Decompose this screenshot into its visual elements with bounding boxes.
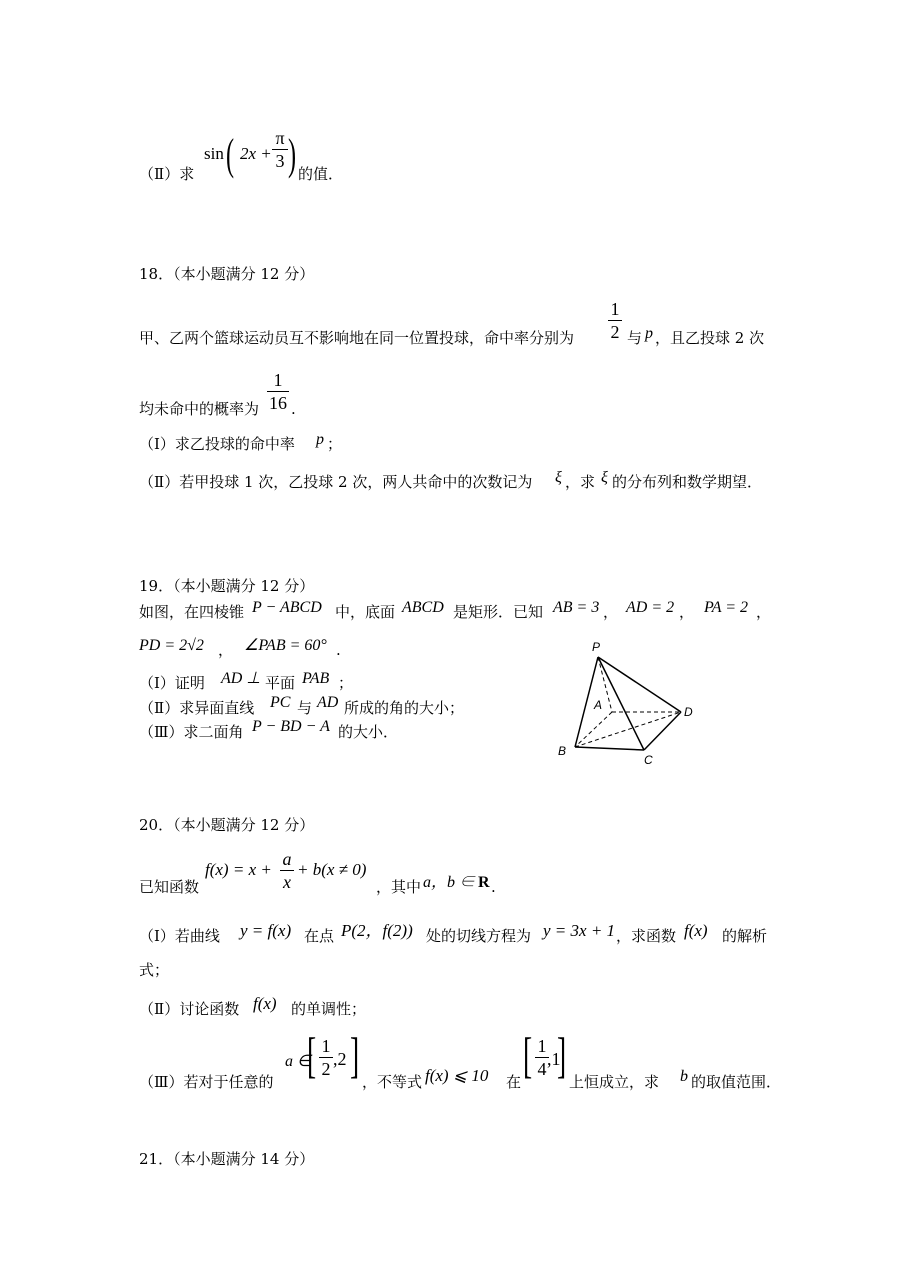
edge-ab bbox=[575, 712, 612, 747]
q18-header: 18．（本小题满分 12 分） bbox=[139, 265, 315, 283]
q20-part3-one: ,1 bbox=[547, 1049, 561, 1069]
q20-part1-h: f(x) bbox=[684, 921, 708, 940]
q19-part1-d: PAB bbox=[302, 670, 330, 687]
q20-part1-d: P(2，f(2)) bbox=[341, 921, 413, 940]
q19-base: ABCD bbox=[402, 599, 444, 616]
q18-line1-c: ，且乙投球 2 次 bbox=[655, 329, 765, 347]
q18-line1-b: 与 bbox=[627, 329, 643, 347]
q20-part3-c: f(x) ⩽ 10 bbox=[425, 1066, 489, 1085]
q17-right-paren: ) bbox=[288, 130, 297, 179]
q20-frac-12: 1 2 bbox=[319, 1036, 333, 1079]
q20-part1-a: （Ⅰ）若曲线 bbox=[139, 927, 220, 945]
q19-part2-c: 与 bbox=[297, 699, 313, 717]
q19-part3-c: 的大小． bbox=[338, 723, 399, 741]
q19-part2-e: 所成的角的大小； bbox=[344, 699, 465, 717]
q20-R: R bbox=[478, 874, 490, 891]
q19-pyramid: P − ABCD bbox=[252, 599, 322, 616]
label-a: A bbox=[594, 698, 603, 712]
q20-part1-g: ，求函数 bbox=[616, 927, 677, 945]
q20-part2-a: （Ⅱ）讨论函数 bbox=[139, 1000, 240, 1018]
q19-part1-c: 平面 bbox=[265, 674, 296, 692]
edge-bc bbox=[575, 747, 644, 750]
q20-part2-c: 的单调性； bbox=[291, 1000, 367, 1018]
pyramid-figure bbox=[550, 635, 710, 770]
q20-given-b: ，其中 bbox=[376, 878, 422, 896]
q19-part2-d: AD bbox=[317, 694, 339, 711]
q20-frac-14: 1 4 bbox=[535, 1036, 549, 1079]
q18-frac-half: 1 2 bbox=[608, 299, 622, 342]
edge-pc bbox=[598, 657, 644, 750]
q20-part3-d: 在 bbox=[506, 1073, 522, 1091]
q20-part3-f: b bbox=[680, 1068, 688, 1085]
edge-pd bbox=[598, 657, 681, 712]
q20-part3-e: 上恒成立，求 bbox=[569, 1073, 660, 1091]
q18-part1-b: ； bbox=[327, 435, 343, 453]
q20-frac-ax: a x bbox=[280, 849, 294, 892]
label-d: D bbox=[684, 705, 693, 719]
q20-part1-b: y = f(x) bbox=[240, 921, 292, 940]
q21-header: 21．（本小题满分 14 分） bbox=[139, 1150, 315, 1168]
q18-xi-2: ξ bbox=[601, 469, 608, 486]
q20-part3-b: ，不等式 bbox=[362, 1073, 423, 1091]
q18-part2-c: 的分布列和数学期望． bbox=[612, 473, 763, 491]
q19-line1-a: 如图，在四棱锥 bbox=[139, 603, 245, 621]
q18-xi-1: ξ bbox=[555, 469, 562, 486]
q20-left-bracket-1: [ bbox=[307, 1027, 317, 1083]
q19-pd: PD = 2√2 bbox=[139, 637, 204, 654]
q20-part1-e: 处的切线方程为 bbox=[426, 927, 532, 945]
q19-comma-4: ， bbox=[218, 641, 234, 659]
q17-left-paren: ( bbox=[226, 130, 235, 179]
q20-part1-f: y = 3x + 1 bbox=[543, 921, 616, 940]
q19-part1-a: （Ⅰ）证明 bbox=[139, 674, 205, 692]
q20-right-bracket-1: ] bbox=[350, 1027, 360, 1083]
q19-ad: AD = 2 bbox=[626, 599, 675, 616]
q19-part2-a: （Ⅱ）求异面直线 bbox=[139, 699, 255, 717]
q19-part1-e: ； bbox=[338, 674, 354, 692]
q20-part1-c: 在点 bbox=[304, 927, 335, 945]
label-c: C bbox=[644, 753, 653, 767]
q20-part1-j: 式； bbox=[139, 961, 170, 979]
q19-header: 19．（本小题满分 12 分） bbox=[139, 577, 315, 595]
q19-comma-2: ， bbox=[679, 603, 695, 621]
label-b: B bbox=[558, 744, 567, 758]
q20-part3-a: （Ⅲ）若对于任意的 bbox=[139, 1073, 274, 1091]
q20-part2-b: f(x) bbox=[253, 994, 277, 1013]
q19-pa: PA = 2 bbox=[704, 599, 748, 616]
q18-frac-16: 1 16 bbox=[269, 370, 287, 413]
label-p: P bbox=[592, 640, 601, 654]
q18-p: p bbox=[645, 325, 653, 342]
q18-part1-p: p bbox=[316, 431, 324, 448]
q20-part3-a-in: a ∈ bbox=[285, 1053, 311, 1070]
q20-dot: . bbox=[491, 878, 496, 896]
q18-part2-a: （Ⅱ）若甲投球 1 次，乙投球 2 次，两人共命中的次数记为 bbox=[139, 473, 533, 491]
q20-header: 20．（本小题满分 12 分） bbox=[139, 816, 315, 834]
q19-dot: . bbox=[336, 641, 341, 659]
q19-part3-a: （Ⅲ）求二面角 bbox=[139, 723, 244, 741]
q18-line2-b: . bbox=[291, 400, 296, 418]
q20-given-a: 已知函数 bbox=[139, 878, 200, 896]
q20-func: f(x) = x + bbox=[205, 860, 272, 879]
q17-pi-over-3: π 3 bbox=[272, 128, 288, 171]
q19-part1-b: AD ⊥ bbox=[221, 670, 261, 687]
q18-line2-a: 均未命中的概率为 bbox=[139, 400, 260, 418]
q19-line1-b: 中，底面 bbox=[335, 603, 396, 621]
q20-left-bracket-2: [ bbox=[523, 1027, 533, 1083]
q20-part3-two: ,2 bbox=[333, 1049, 347, 1069]
q19-part3-b: P − BD − A bbox=[252, 718, 330, 735]
q17-part2-label: （Ⅱ）求 bbox=[139, 165, 195, 183]
q17-inner: 2x + bbox=[240, 144, 272, 163]
q19-comma-1: ， bbox=[603, 603, 619, 621]
q17-sin: sin bbox=[204, 144, 224, 163]
q20-func-b: + b(x ≠ 0) bbox=[297, 860, 367, 879]
q18-line1-a: 甲、乙两个篮球运动员互不影响地在同一位置投球，命中率分别为 bbox=[139, 329, 575, 347]
q18-part2-b: ，求 bbox=[565, 473, 596, 491]
q20-part1-i: 的解析 bbox=[722, 927, 768, 945]
q17-part2-tail: 的值． bbox=[298, 165, 344, 183]
q19-line1-c: 是矩形．已知 bbox=[453, 603, 544, 621]
q19-ab: AB = 3 bbox=[553, 599, 600, 616]
q20-ab-in: a，b ∈ bbox=[423, 874, 476, 891]
q18-part1-a: （Ⅰ）求乙投球的命中率 bbox=[139, 435, 295, 453]
q19-comma-3: ， bbox=[756, 603, 772, 621]
q20-right-bracket-2: ] bbox=[557, 1027, 567, 1083]
q20-part3-g: 的取值范围． bbox=[691, 1073, 782, 1091]
q19-part2-b: PC bbox=[270, 694, 291, 711]
q19-angle: ∠PAB = 60° bbox=[244, 637, 327, 654]
